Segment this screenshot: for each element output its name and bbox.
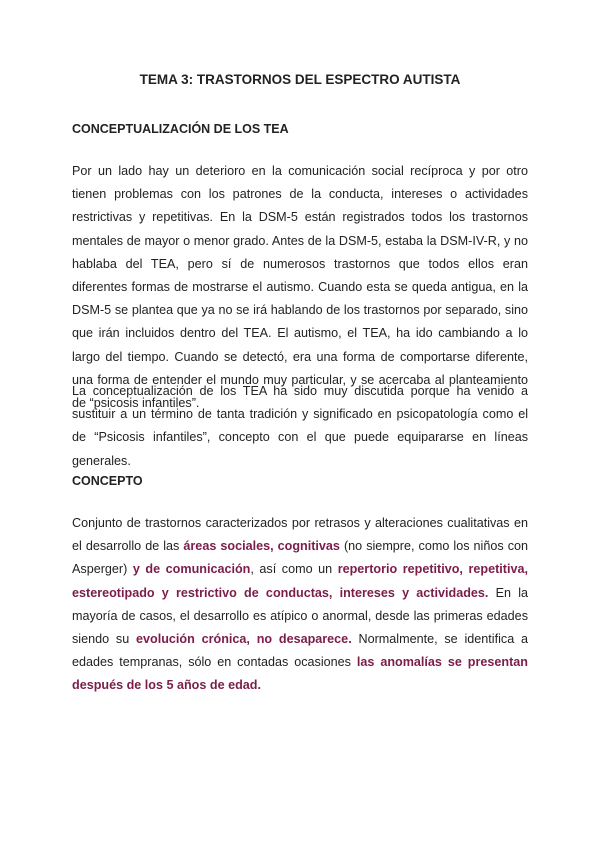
text: (no siempre, como los niños con Asperger) — [72, 539, 528, 577]
highlight: las anomalías se presentan después de los 5 años de edad. — [72, 655, 528, 693]
highlight: y de comunicación — [132, 562, 251, 577]
section-heading-conceptualizacion: CONCEPTUALIZACIÓN DE LOS TEA — [72, 122, 289, 136]
text: Normalmente, se identifica a edades tempranas, sólo en contadas ocasiones — [72, 632, 528, 670]
section-heading-concepto: CONCEPTO — [72, 474, 143, 488]
text: Conjunto de trastornos caracterizados por retrasos y alteraciones cualitativas en el desarrollo de las — [72, 516, 528, 554]
document-title: TEMA 3: TRASTORNOS DEL ESPECTRO AUTISTA — [139, 72, 461, 87]
paragraph-concepto — [72, 512, 528, 698]
text: En la mayoría de casos, el desarrollo es atípico o anormal, desde las primeras edades siendo su — [72, 585, 528, 647]
highlight: áreas sociales, cognitivas — [183, 539, 340, 554]
highlight: evolución crónica, no desaparece. — [136, 632, 352, 647]
paragraph-2: La conceptualización de los TEA ha sido muy discutida porque ha venido a sustituir a un término de tanta tradición y significado en psicopatología como el de “Psicosis infantiles”, concepto con el que puede equipararse en líneas generales. — [72, 384, 528, 468]
text: , así como un — [250, 562, 338, 577]
paragraph-1: Por un lado hay un deterioro en la comunicación social recíproca y por otro tienen problemas con los patrones de la conducta, intereses o actividades restrictivas y repetitivas. En la DSM-5 están registrados todos los trastornos mentales de mayor o menor grado. Antes de la DSM-5, estaba la DSM-IV-R, y no hablaba del TEA, pero sí de numerosos trastornos que todos ellos eran diferentes formas de mostrarse el autismo. Cuando esta se queda antigua, en la DSM-5 se plantea que ya no se irá hablando de los trastornos por separado, sino que irán incluidos dentro del TEA. El autismo, el TEA, ha ido cambiando a lo largo del tiempo. Cuando se detectó, era una forma de comportarse diferente, una forma de entender el mundo muy particular, y se acercaba al planteamiento de “psicosis infantiles”. — [72, 164, 528, 411]
highlight: repertorio repetitivo, repetitiva, estereotipado y restrictivo de conductas, intereses y actividades. — [72, 562, 528, 600]
